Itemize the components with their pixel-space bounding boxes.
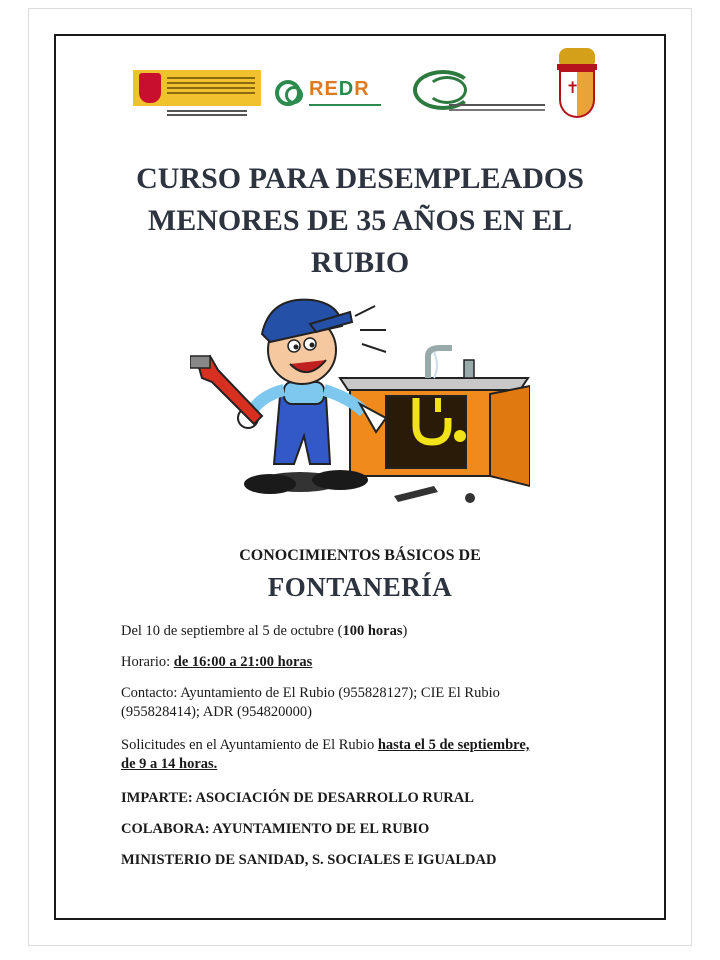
course-subtitle: CONOCIMIENTOS BÁSICOS DE: [239, 547, 481, 564]
course-subject: FONTANERÍA: [267, 572, 453, 602]
course-dates: Del 10 de septiembre al 5 de octubre (100 horas): [121, 623, 408, 639]
el-rubio-crest-logo: ✝: [555, 48, 599, 124]
imparte-line: IMPARTE: ASOCIACIÓN DE DESARROLLO RURAL: [121, 790, 474, 806]
redr-logo: REDR: [275, 78, 385, 114]
plumber-cartoon-illustration: [190, 286, 530, 508]
poster-title: [54, 158, 666, 284]
gobierno-espana-logo: [133, 70, 261, 110]
colabora-line: COLABORA: AYUNTAMIENTO DE EL RUBIO: [121, 821, 430, 837]
course-applications: Solicitudes en el Ayuntamiento de El Rubio hasta el 5 de septiembre, de 9 a 14 horas.: [121, 737, 530, 772]
title-line-1: CURSO PARA DESEMPLEADOS: [136, 162, 584, 195]
title-line-2: MENORES DE 35 AÑOS EN EL: [147, 204, 573, 237]
course-schedule: Horario: de 16:00 a 21:00 horas: [121, 654, 313, 670]
title-line-3: RUBIO: [310, 246, 410, 279]
adr-logo: [409, 70, 549, 114]
ministerio-line: MINISTERIO DE SANIDAD, S. SOCIALES E IGUALDAD: [121, 852, 497, 868]
logo-strip: [133, 34, 603, 134]
course-contact: Contacto: Ayuntamiento de El Rubio (955828127); CIE El Rubio (955828414); ADR (954820000): [121, 685, 500, 720]
